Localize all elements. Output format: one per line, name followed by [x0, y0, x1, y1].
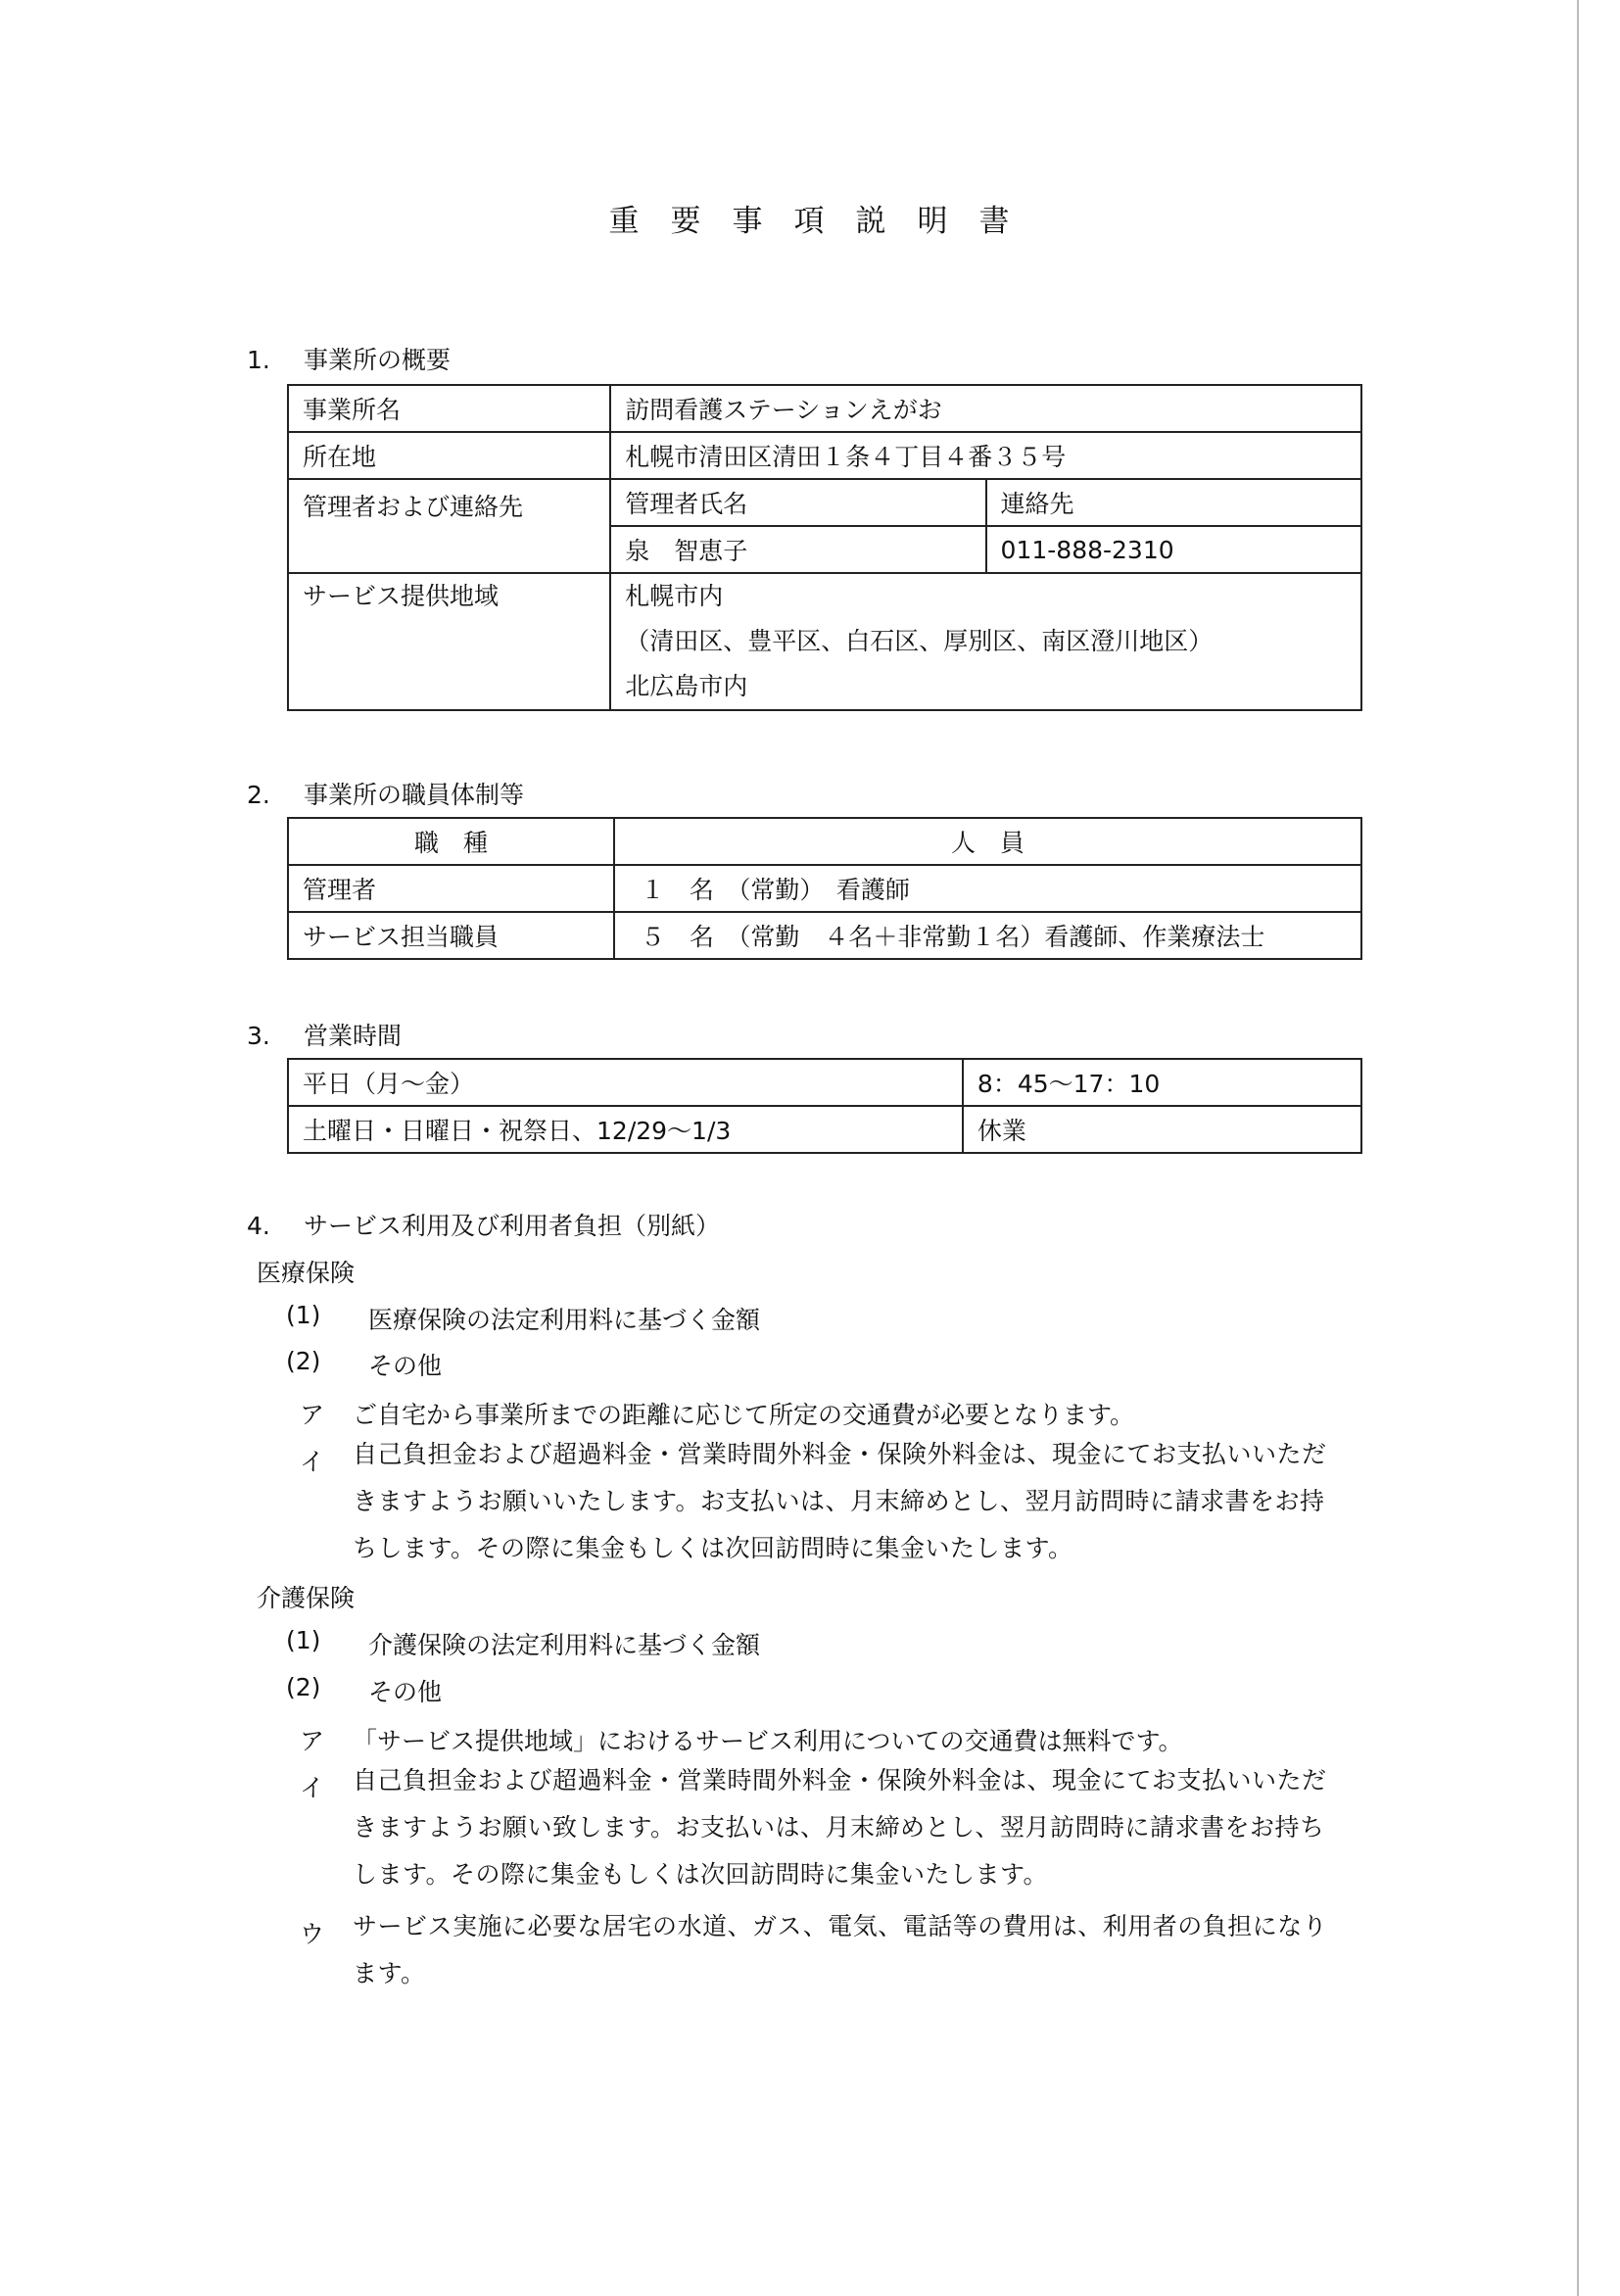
job-header: 職 種: [288, 818, 614, 865]
care-a-text: 「サービス提供地域」におけるサービス利用についての交通費は無料です。: [353, 1727, 1183, 1755]
service-area-line: 北広島市内: [625, 672, 748, 700]
text-line: 自己負担金および超過料金・営業時間外料金・保険外料金は、現金にてお支払いいただ: [353, 1766, 1327, 1794]
office-name-value: 訪問看護ステーションえがお: [610, 385, 1361, 432]
care-insurance-label: 介護保険: [257, 1584, 356, 1612]
text-line: ちします。その際に集金もしくは次回訪問時に集金いたします。: [353, 1534, 1073, 1562]
section2-title: 事業所の職員体制等: [304, 781, 525, 809]
care-item2-number: (2): [286, 1673, 321, 1701]
staff-table: [287, 817, 1362, 960]
care-i-text: [353, 1757, 1327, 1898]
table-row: [288, 385, 1361, 432]
care-i-mark: イ: [300, 1774, 325, 1802]
address-label: 所在地: [288, 432, 610, 479]
contact-value: 011-888-2310: [986, 526, 1361, 573]
manager-name-header: 管理者氏名: [610, 479, 985, 526]
section2-number: 2.: [247, 781, 270, 809]
section1-title: 事業所の概要: [304, 346, 452, 374]
day-cell: 平日（月～金）: [288, 1059, 963, 1106]
staff-cell: ５ 名 （常勤 ４名＋非常勤１名）看護師、作業療法士: [614, 912, 1361, 959]
care-u-mark: ウ: [300, 1920, 325, 1948]
manager-name: 泉 智恵子: [610, 526, 985, 573]
section3-number: 3.: [247, 1022, 270, 1050]
office-name-label: 事業所名: [288, 385, 610, 432]
service-area-line: 札幌市内: [625, 582, 724, 610]
table-row: [288, 479, 1361, 526]
text-line: きますようお願いいたします。お支払いは、月末締めとし、翌月訪問時に請求書をお持: [353, 1487, 1325, 1515]
care-item1-number: (1): [286, 1626, 321, 1654]
section2-heading: [247, 776, 524, 811]
medical-item2-number: (2): [286, 1347, 321, 1375]
section1-heading: [247, 341, 451, 376]
service-area-label: サービス提供地域: [288, 573, 610, 710]
text-line: します。その際に集金もしくは次回訪問時に集金いたします。: [353, 1860, 1049, 1889]
section4-title: サービス利用及び利用者負担（別紙）: [304, 1212, 721, 1240]
care-item2-text: その他: [368, 1678, 443, 1706]
time-cell: 8：45～17：10: [963, 1059, 1361, 1106]
medical-i-text: [353, 1431, 1327, 1572]
table-row: [288, 1106, 1361, 1153]
manager-label: 管理者および連絡先: [288, 479, 610, 573]
medical-a-text: ご自宅から事業所までの距離に応じて所定の交通費が必要となります。: [353, 1401, 1135, 1429]
table-row: [288, 912, 1361, 959]
business-hours-table: [287, 1058, 1362, 1154]
care-a-mark: ア: [300, 1727, 325, 1755]
office-overview-table: [287, 384, 1362, 711]
job-cell: サービス担当職員: [288, 912, 614, 959]
staff-cell: １ 名 （常勤） 看護師: [614, 865, 1361, 912]
day-cell: 土曜日・日曜日・祝祭日、12/29～1/3: [288, 1106, 963, 1153]
medical-item2-text: その他: [368, 1352, 443, 1380]
table-row: [288, 432, 1361, 479]
contact-header: 連絡先: [986, 479, 1361, 526]
medical-a-mark: ア: [300, 1401, 325, 1429]
table-row: [288, 1059, 1361, 1106]
document-title: 重要事項説明書: [608, 204, 1041, 239]
medical-insurance-label: 医療保険: [257, 1259, 356, 1287]
staff-header: 人 員: [614, 818, 1361, 865]
text-line: ます。: [353, 1959, 426, 1987]
text-line: きますようお願い致します。お支払いは、月末締めとし、翌月訪問時に請求書をお持ち: [353, 1813, 1325, 1842]
section4-heading: [247, 1207, 720, 1242]
medical-i-mark: イ: [300, 1448, 325, 1476]
job-cell: 管理者: [288, 865, 614, 912]
medical-item1-text: 医療保険の法定利用料に基づく金額: [368, 1306, 761, 1334]
section4-number: 4.: [247, 1212, 270, 1240]
care-item1-text: 介護保険の法定利用料に基づく金額: [368, 1631, 761, 1659]
text-line: サービス実施に必要な居宅の水道、ガス、電気、電話等の費用は、利用者の負担になり: [353, 1912, 1328, 1940]
table-row: [288, 818, 1361, 865]
table-row: [288, 865, 1361, 912]
time-cell: 休業: [963, 1106, 1361, 1153]
table-row: [288, 573, 1361, 710]
scan-edge-line: [1577, 0, 1579, 2296]
medical-item1-number: (1): [286, 1301, 321, 1329]
care-u-text: [353, 1903, 1327, 1997]
service-area-value: [610, 573, 1361, 710]
section3-heading: [247, 1017, 402, 1052]
address-value: 札幌市清田区清田１条４丁目４番３５号: [610, 432, 1361, 479]
service-area-line: （清田区、豊平区、白石区、厚別区、南区澄川地区）: [625, 627, 1214, 655]
text-line: 自己負担金および超過料金・営業時間外料金・保険外料金は、現金にてお支払いいただ: [353, 1440, 1327, 1468]
section3-title: 営業時間: [304, 1022, 403, 1050]
section1-number: 1.: [247, 346, 270, 374]
